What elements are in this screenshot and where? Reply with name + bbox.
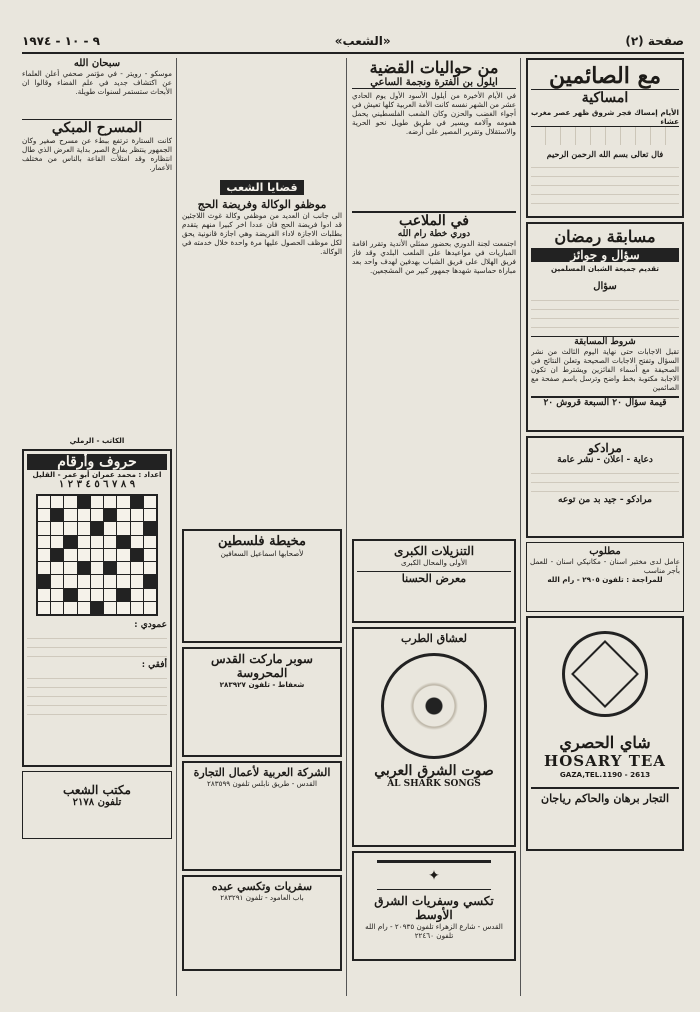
page-header (22, 30, 684, 54)
clues-horizontal (27, 670, 167, 720)
travel-ad (182, 875, 342, 971)
rules-title: شروط المسابقة (531, 336, 679, 347)
records-ad (352, 627, 516, 847)
sport-subtitle: دوري خطة رام الله (397, 229, 471, 239)
imsakia-table-row (531, 127, 679, 145)
prize-line: قيمة سؤال ٢٠ السبعة قروش ٢٠ (531, 396, 679, 408)
muradco-title: مرادكو (588, 441, 622, 455)
muradco-owner: مرادكو - جيد بد من توعه (558, 495, 652, 505)
crossword-grid[interactable] (36, 494, 158, 616)
muradco-sub: دعاية - اعلان - نشر عامة (557, 455, 653, 465)
records-name-ar: صوت الشرق العربي (374, 763, 494, 779)
tea-phone: GAZA,TEL.1190 - 2613 (559, 770, 651, 779)
tea-logo-icon (562, 631, 648, 717)
theatre-byline: الكاتب - الرملي (69, 436, 125, 445)
sport-title: في الملاعب (352, 211, 516, 229)
taxi-title: تكسي وسفريات الشرق الأوسط (374, 894, 494, 922)
trade-ad (182, 761, 342, 871)
contest-subtitle: سؤال و جوائز (531, 248, 679, 262)
sale-title: التنزيلات الكبرى (393, 544, 475, 558)
cause-title: من حواليات القضية (369, 58, 499, 77)
tailor-sub: لأصحابها اسماعيل السعافين (220, 549, 304, 558)
tailor-title: مخيطة فلسطين (217, 534, 307, 549)
record-disc-icon (381, 653, 487, 759)
column-rule (520, 58, 521, 996)
clues-vertical (27, 630, 167, 660)
theatre-title: المسرح المبكي (22, 119, 172, 136)
quote-title: فال تعالى بسم الله الرحمن الرحيم (546, 149, 664, 159)
office-title: مكتب الشعب (63, 783, 131, 797)
tea-ad (526, 616, 684, 851)
supermarket-title: سوبر ماركت القدس المحروسة (211, 652, 313, 680)
wanted-title: مطلوب (589, 546, 621, 557)
tea-footer: التجار برهان والحاكم رياجان (531, 787, 679, 805)
paper-name: «الشعب» (334, 34, 391, 48)
wanted-box (526, 542, 684, 612)
cause-body: في الأيام الأخيرة من أيلول الأسود الأول يوم الحادي عشر من الشهر نفسه كانت الأمة العربية كلها تعيش في أجواء الغضب والحزن وكان الشعب الفلسطيني يحمل همومه وآلامه ويسير في طريق طويل نحو الحرية والاستقلال وتقرير المصير على أرضه. (352, 91, 516, 136)
wonder-title: سبحان الله (73, 58, 121, 69)
hajj-body: الى جانب ان العديد من موظفي وكالة غوث اللاجئين قد ادوا فريضة الحج فان عددا اخر كبيرا منهم يتقدم بطلبات الاجازة لاداء الفريضة وهي اجازة قانونية يحق لكل موظف الحصول عليها مرة واحدة خلال خدمته في الوكالة. (182, 211, 342, 256)
column-rule (176, 58, 177, 996)
trade-sub: القدس - طريق نابلس تلفون ٢٨٣٥٩٩ (207, 779, 317, 788)
office-box (22, 771, 172, 839)
records-name-en: AL SHARK SONGS (387, 779, 481, 789)
newspaper-page (22, 30, 684, 998)
music-title: لعشاق الطرب (400, 632, 468, 645)
rules-text: تقبل الاجابات حتى نهاية اليوم الثالث من نشر السؤال وتفتح الاجابات الصحيحة وتعلن النتائج في الصحيفة مع أسماء الفائزين ويشترط ان تكون الاجابة مكتوبة بخط واضح وترسل باسم صفحة مع الصائمين (531, 347, 679, 392)
ad-muradco (526, 436, 684, 538)
wanted-text: عامل لدى مختبر اسنان - مكانيكي اسنان - للعمل بأجر مناسب (530, 557, 680, 575)
hajj-title: موظفو الوكالة وفريضة الحج (197, 198, 327, 211)
clues-horizontal-label: أفقي : (141, 660, 167, 670)
imsakia-table-head: الأيام إمساك فجر شروق ظهر عصر مغرب عشاء (531, 108, 679, 126)
imsakia-subtitle: امساكية (581, 90, 629, 106)
wings-logo-icon: ✦ (377, 860, 491, 890)
wonder-body: موسكو - رويتر - في مؤتمر صحفي أعلن العلماء عن اكتشاف جديد في علم الفضاء وقالوا ان الأبحاث ستستمر لسنوات طويلة. (22, 69, 172, 96)
column-rule (346, 58, 347, 996)
muradco-text (531, 465, 679, 495)
column-ramadan (526, 58, 684, 855)
puzzle-title: حروف وأرقام (27, 454, 167, 470)
wanted-phone: للمراجعة : تلفون ٢٩٠٥ - رام الله (547, 575, 663, 584)
tailor-ad (182, 529, 342, 643)
puzzle-numbers: ٩ ٨ ٧ ٦ ٥ ٤ ٣ ٢ ١ (58, 479, 136, 490)
theatre-body: كانت الستارة ترتفع ببطء عن مسرح صغير وكان الجمهور ينتظر بفارغ الصبر بداية العرض الذي طال انتظاره وقد امتلأت القاعة بالناس من مختلف الأعمار. (22, 136, 172, 172)
tea-brand-en: HOSARY TEA (544, 752, 666, 770)
taxi-text: القدس - شارع الزهراء تلفون ٢٠٩٣٥ - رام الله تلفون ٢٢٤٦٠ (365, 922, 503, 940)
contest-sponsor: تقديم جميعة الشبان المسلمين (551, 264, 659, 273)
issue-date: ٩ - ١٠ - ١٩٧٤ (22, 34, 100, 48)
issues-box-title: قضايا الشعب (220, 180, 303, 195)
quote-text (531, 159, 679, 205)
column-culture (22, 58, 172, 843)
puzzle-author: اعداد : محمد عمران أبو عمر - القليل (32, 470, 162, 479)
column-issues (182, 58, 342, 975)
sport-body: اجتمعت لجنة الدوري بحضور ممثلي الأندية وتقرر اقامة المباريات في مواعيدها على الملعب البلدي وقد فاز فريق الهلال على فريق الشباب بهدفين لهدف واحد بعد مباراة حماسية شهدها جمهور كبير من المشجعين. (352, 239, 516, 275)
travel-title: سفريات وتكسي عبده (211, 880, 313, 893)
tea-brand-ar: شاي الحصري (559, 733, 651, 752)
taxi-ad (352, 851, 516, 961)
imsakia-masthead: مع الصائمين (531, 63, 679, 90)
supermarket-ad (182, 647, 342, 757)
sale-ad (352, 539, 516, 623)
page-label: صفحة (٢) (625, 34, 684, 48)
sale-sub: الأولى والمحال الكبرى (400, 558, 468, 567)
supermarket-sub: شعفاط - تلفون ٢٨٣٩٢٧ (219, 680, 305, 689)
contest-box (526, 222, 684, 432)
clues-vertical-label: عمودي : (134, 620, 167, 630)
office-phone: تلفون ٢١٧٨ (72, 797, 122, 808)
contest-title: مسابقة رمضان (554, 227, 656, 246)
puzzle-box (22, 449, 172, 767)
travel-sub: باب العامود - تلفون ٢٨٣٢٩١ (220, 893, 304, 902)
question-text (531, 292, 679, 332)
imsakia-box (526, 58, 684, 218)
exhibit-title: معرض الحسنا (357, 571, 511, 585)
trade-title: الشركة العربية لأعمال التجارة (193, 766, 331, 779)
column-news (352, 58, 516, 965)
cause-subtitle: ايلول بن الفترة ونجمة الساعي (352, 77, 516, 89)
question-label: سؤال (593, 281, 617, 292)
